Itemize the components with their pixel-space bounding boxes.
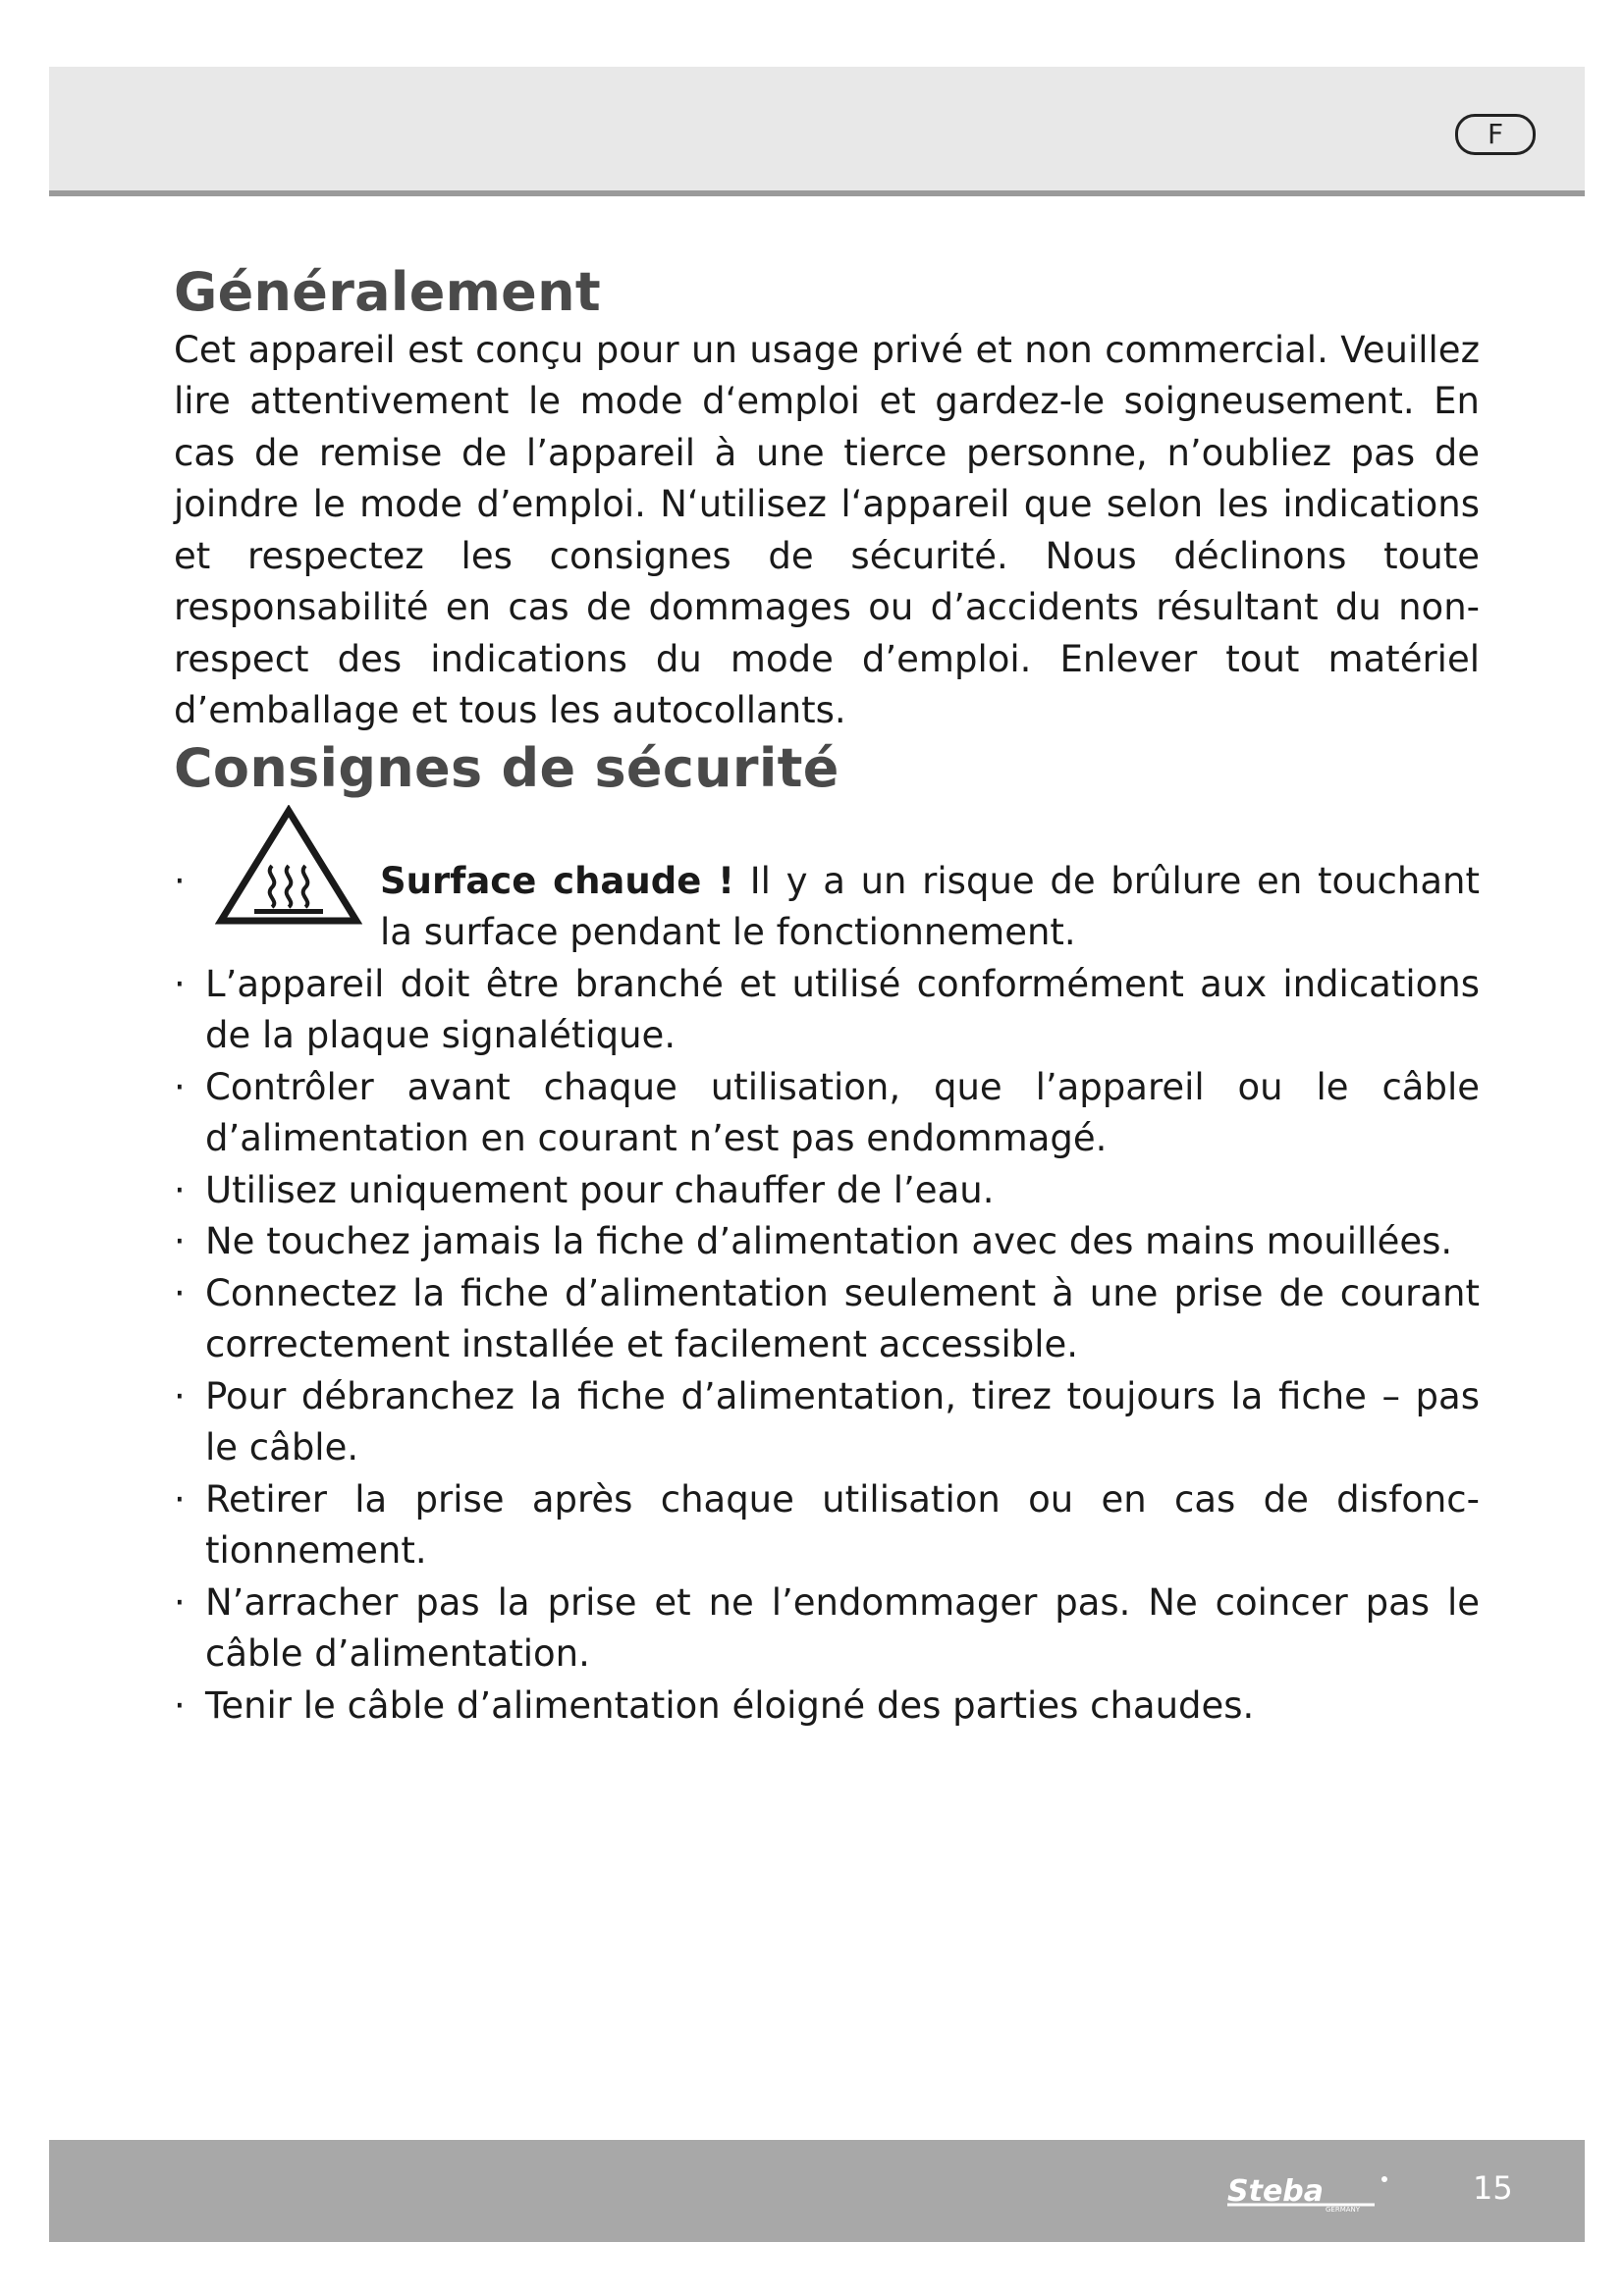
hot-surface-label: Surface chaude !	[380, 859, 735, 902]
list-item	[174, 1577, 1480, 1681]
list-item-text: L’appareil doit être branché et utilisé conformément aux indications de la plaque signalétique.	[205, 962, 1480, 1057]
hot-surface-text	[380, 856, 1480, 959]
language-badge: F	[1455, 114, 1536, 155]
list-item	[174, 1062, 1480, 1165]
list-item-text: Pour débranchez la fiche d’alimentation, tirez toujours la fiche – pas le câble.	[205, 1374, 1480, 1469]
page-content	[174, 261, 1480, 1732]
list-item	[174, 959, 1480, 1062]
brand-logo	[1227, 2173, 1434, 2213]
list-item-text: Tenir le câble d’alimentation éloigné des parties chaudes.	[205, 1683, 1255, 1727]
header-bar	[49, 67, 1585, 196]
list-item-text: Connectez la fiche d’alimentation seulement à une prise de courant correctement installée et facilement accessible.	[205, 1271, 1480, 1366]
list-item	[174, 1216, 1480, 1268]
bullet: ·	[174, 962, 186, 1005]
hot-surface-warning-icon	[215, 805, 362, 927]
bullet: ·	[174, 1477, 186, 1521]
list-item-text: Contrôler avant chaque utilisation, que l’appareil ou le câble d’alimentation en courant n’est pas endommagé.	[205, 1065, 1480, 1160]
list-item	[174, 1165, 1480, 1217]
safety-list	[174, 856, 1480, 1733]
bullet: ·	[174, 1271, 186, 1314]
bullet: ·	[174, 1374, 186, 1417]
list-item-text: Retirer la prise après chaque utilisation ou en cas de disfonctionnement.	[205, 1477, 1480, 1573]
bullet: ·	[174, 1683, 186, 1727]
list-item-hot-surface	[174, 856, 1480, 959]
section-title-general: Généralement	[174, 261, 601, 323]
general-paragraph: Cet appareil est conçu pour un usage privé et non commercial. Veuillez lire attentivement le mode d‘emploi et gardez-le soigneusement. En cas de remise de l’appareil à une tierce personne, n’oubliez pas de joindre le mode d’emploi. N‘utilisez l‘appareil que selon les indications et respectez les consignes de sécurité. Nous déclinons toute responsabilité en cas de dommages ou d’accidents résultant du non-respect des indications du mode d’emploi. Enlever tout matériel d’emballage et tous les autocollants.	[174, 328, 1480, 732]
bullet: ·	[174, 1580, 186, 1624]
section-title-safety: Consignes de sécurité	[174, 736, 839, 799]
hot-surface-description: Il y a un risque de brûlure en touchant la surface pendant le fonctionnement.	[380, 859, 1480, 954]
page-number: 15	[1473, 2169, 1513, 2207]
list-item	[174, 1474, 1480, 1577]
bullet: ·	[174, 1220, 186, 1263]
footer-bar	[49, 2140, 1585, 2242]
brand-tagline: GERMANY	[1326, 2206, 1361, 2213]
list-item-text: Ne touchez jamais la fiche d’alimentation avec des mains mouillées.	[205, 1220, 1453, 1263]
list-item	[174, 1268, 1480, 1371]
list-item	[174, 1371, 1480, 1474]
list-item-text: N’arracher pas la prise et ne l’endommager pas. Ne coincer pas le câble d’alimentation.	[205, 1580, 1480, 1676]
brand-name: Steba	[1227, 2174, 1325, 2209]
bullet: ·	[174, 1168, 186, 1211]
list-item-text: Utilisez uniquement pour chauffer de l’eau.	[205, 1168, 995, 1211]
bullet: ·	[174, 1065, 186, 1108]
bullet: ·	[174, 859, 186, 902]
list-item	[174, 1681, 1480, 1733]
